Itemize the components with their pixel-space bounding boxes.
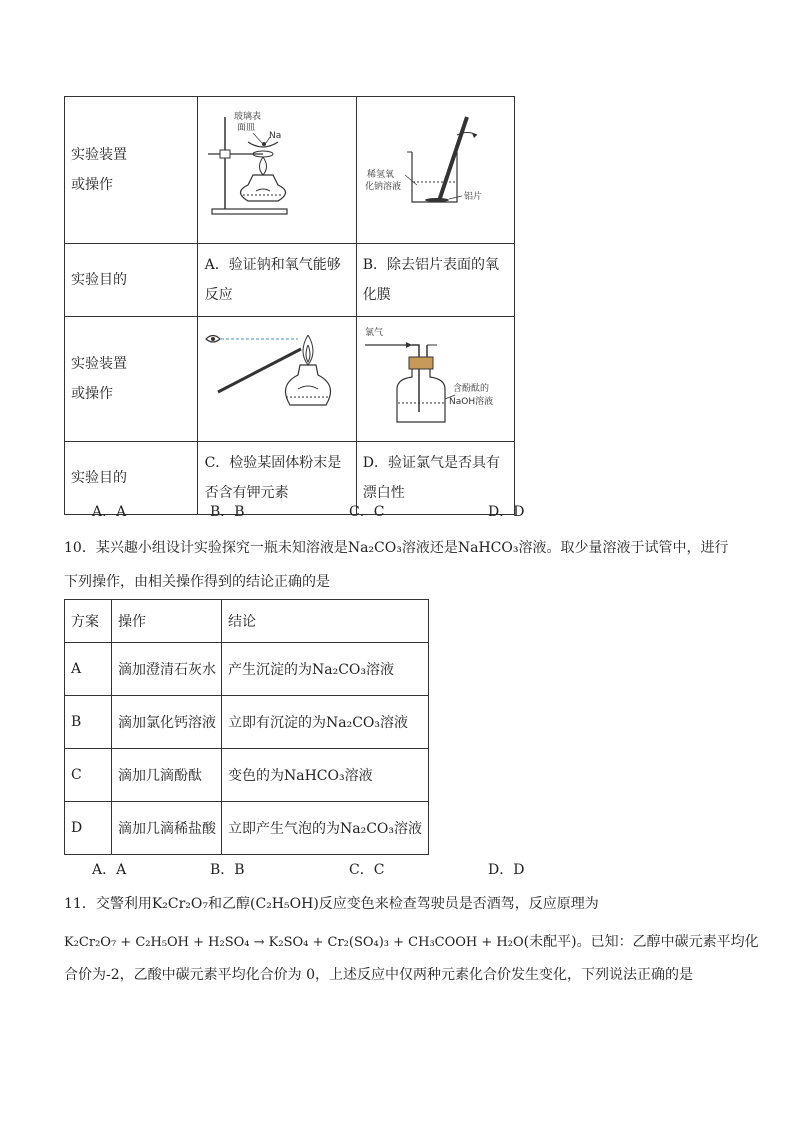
q10-row-a-chem: Na₂CO₃ — [312, 662, 367, 678]
q10-row-b-chem: Na₂CO₃ — [326, 715, 381, 731]
q10-row-d-concl-post: 溶液 — [394, 821, 423, 837]
q11-chem-k2cr2o7: K₂Cr₂O₇ — [151, 896, 209, 912]
q10-header-plan: 方案 — [65, 600, 112, 643]
fig-a-label1: 玻璃表 — [233, 112, 261, 122]
q10-row-b-concl-post: 溶液 — [380, 715, 409, 731]
q10-stem-part2: 溶液还是 — [401, 540, 458, 556]
q10-row-a-plan: A — [65, 643, 112, 696]
purpose-b-line1: B．除去铝片表面的氧 — [362, 257, 500, 273]
q9-row3-label — [65, 317, 198, 442]
q9-row2-label: 实验目的 — [65, 244, 198, 317]
q10-row-c-concl — [222, 749, 429, 802]
q10-table — [64, 599, 429, 855]
figure-a-sodium-heating — [198, 97, 350, 232]
q11-line3: 合价为-2，乙酸中碳元素平均化合价为 0，上述反应中仅两种元素化合价发生变化，下列说法正确的是 — [64, 967, 693, 983]
q9-option-a[interactable]: A．A — [92, 504, 127, 520]
q10-stem-part3: 溶液。取少量溶液于试管中，进行 — [518, 540, 729, 556]
q10-row-b-op: 滴加氯化钙溶液 — [112, 696, 222, 749]
q10-chem-nahco3: NaHCO₃ — [457, 540, 519, 556]
fig-a-label3: Na — [268, 131, 281, 141]
q10-row-d-concl — [222, 802, 429, 855]
table-row — [65, 749, 429, 802]
q11-stem-part1: 11．交警利用 — [64, 896, 152, 912]
purpose-c-line2: 否含有钾元素 — [204, 485, 289, 501]
q9-row1-label — [65, 97, 198, 244]
figure-b-aluminum-beaker — [357, 97, 509, 232]
q10-row-c-op: 滴加几滴酚酞 — [112, 749, 222, 802]
q10-row-a-op: 滴加澄清石灰水 — [112, 643, 222, 696]
fig-d-label2: 含酚酞的 — [452, 384, 489, 394]
q9-option-b[interactable]: B．B — [210, 504, 245, 520]
q10-stem — [64, 538, 744, 592]
table-row — [65, 643, 429, 696]
figure-b-cell — [356, 97, 514, 244]
purpose-a-line2: 反应 — [204, 287, 233, 303]
purpose-c-line1: C．检验某固体粉末是 — [204, 455, 342, 471]
purpose-d-line2: 漂白性 — [362, 485, 405, 501]
q10-row-a-concl-pre: 产生沉淀的为 — [228, 662, 312, 678]
q10-row-d-plan: D — [65, 802, 112, 855]
table-row — [65, 696, 429, 749]
q10-stem-line2: 下列操作，由相关操作得到的结论正确的是 — [64, 574, 330, 590]
table-row — [65, 802, 429, 855]
q10-stem-part1: 10．某兴趣小组设计实验探究一瓶未知溶液是 — [64, 540, 348, 556]
fig-a-label2: 面皿 — [236, 123, 255, 133]
q9-row1-label-b: 或操作 — [71, 177, 113, 193]
purpose-b-line2: 化膜 — [362, 287, 391, 303]
figure-d-cell — [356, 317, 514, 442]
q10-header-concl: 结论 — [222, 600, 429, 643]
q11-eq-note: (未配平)。已知：乙醇中碳元素平均化 — [523, 934, 759, 950]
q11-stem-part3: )反应变色来检查驾驶员是否酒驾，反应原理为 — [313, 896, 599, 912]
q10-row-c-concl-pre: 变色的为 — [228, 768, 284, 784]
fig-d-label3: NaOH溶液 — [448, 397, 493, 407]
q10-row-a-concl — [222, 643, 429, 696]
figure-c-flame-test — [198, 317, 350, 430]
q10-row-d-chem: Na₂CO₃ — [340, 821, 395, 837]
q10-option-b[interactable]: B．B — [210, 862, 245, 878]
purpose-b — [356, 244, 514, 317]
q11-stem-part2: 和乙醇( — [208, 896, 256, 912]
fig-b-label2: 化钠溶液 — [364, 182, 401, 192]
q9-table — [64, 96, 515, 515]
q10-row-c-concl-post: 溶液 — [344, 768, 373, 784]
q10-row-d-concl-pre: 立即产生气泡的为 — [228, 821, 340, 837]
q9-option-d[interactable]: D．D — [488, 504, 525, 520]
q10-row-d-op: 滴加几滴稀盐酸 — [112, 802, 222, 855]
q10-option-a[interactable]: A．A — [92, 862, 127, 878]
purpose-d-line1: D．验证氯气是否具有 — [362, 455, 500, 471]
q9-option-c[interactable]: C．C — [349, 504, 385, 520]
q11-stem — [64, 894, 759, 985]
fig-d-label1: 氯气 — [364, 328, 383, 338]
q9-row1-label-a: 实验装置 — [71, 147, 127, 163]
q10-row-a-concl-post: 溶液 — [366, 662, 395, 678]
figure-c-cell — [197, 317, 356, 442]
figure-a-cell — [197, 97, 356, 244]
fig-b-label3: 铝片 — [463, 192, 482, 202]
purpose-a-line1: A．验证钠和氧气能够 — [204, 257, 341, 273]
q11-equation: K₂Cr₂O₇ + C₂H₅OH + H₂SO₄ → K₂SO₄ + Cr₂(SO₄)₃ + CH₃COOH + H₂O — [64, 935, 524, 950]
q10-option-c[interactable]: C．C — [349, 862, 385, 878]
q9-row3-label-a: 实验装置 — [71, 356, 127, 372]
q10-row-b-concl-pre: 立即有沉淀的为 — [228, 715, 326, 731]
q10-row-c-chem: NaHCO₃ — [284, 768, 345, 784]
fig-b-label1: 稀氢氧 — [366, 170, 394, 180]
q11-chem-c2h5oh: C₂H₅OH — [255, 896, 314, 912]
q9-row3-label-b: 或操作 — [71, 386, 113, 402]
q10-row-b-concl — [222, 696, 429, 749]
figure-d-chlorine-bottle — [357, 317, 509, 430]
q10-row-c-plan: C — [65, 749, 112, 802]
purpose-a — [197, 244, 356, 317]
q9-row4-label: 实验目的 — [65, 442, 198, 515]
q10-chem-na2co3: Na₂CO₃ — [347, 540, 402, 556]
q10-option-d[interactable]: D．D — [488, 862, 525, 878]
q10-header-op: 操作 — [112, 600, 222, 643]
q10-row-b-plan: B — [65, 696, 112, 749]
